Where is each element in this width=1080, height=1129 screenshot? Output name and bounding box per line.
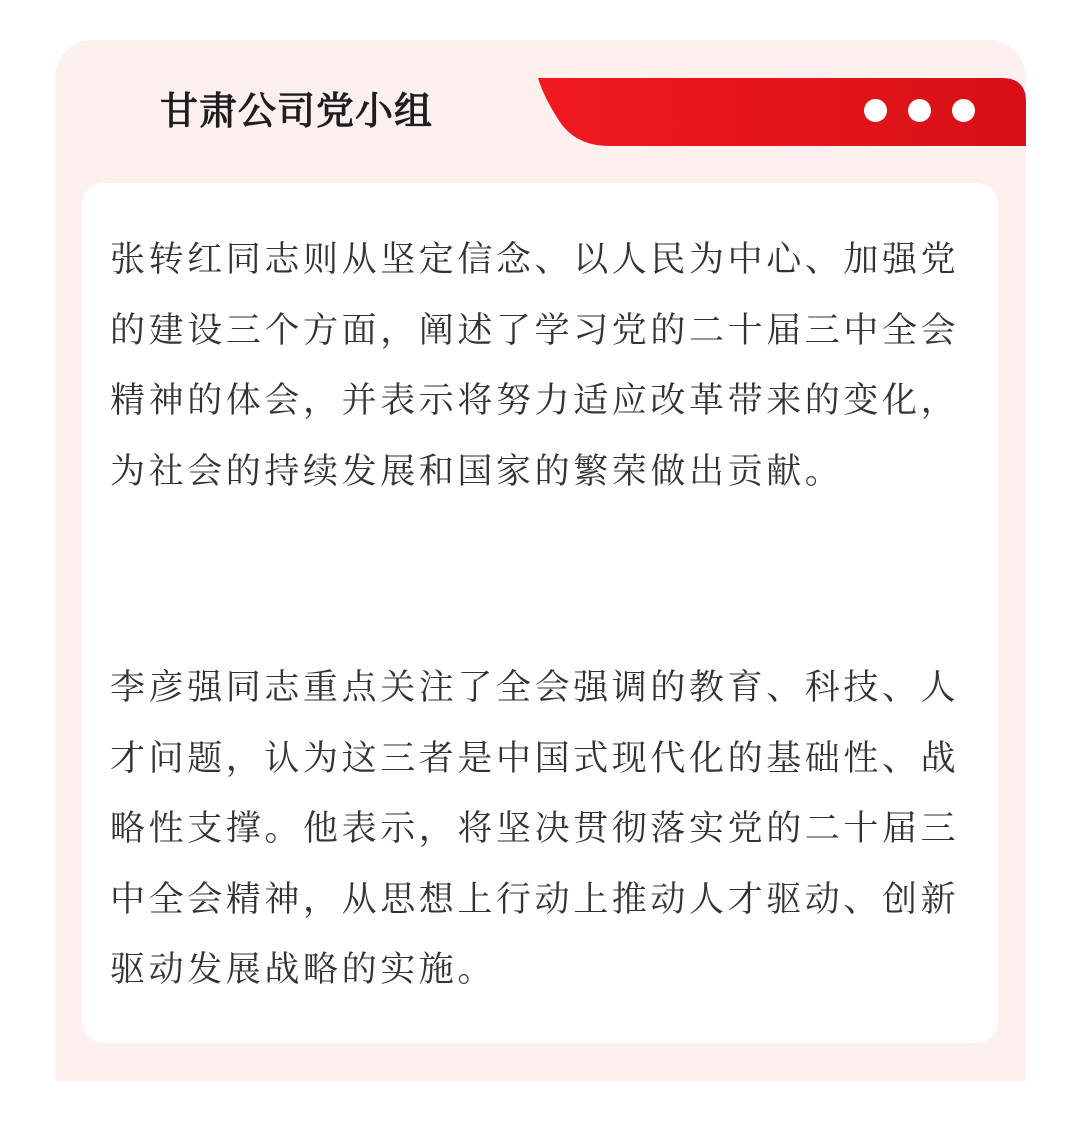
dot-icon xyxy=(864,99,887,122)
group-title: 甘肃公司党小组 xyxy=(160,89,434,133)
paragraph-zhang: 张转红同志则从坚定信念、以人民为中心、加强党的建设三个方面，阐述了学习党的二十届三中全会精神的体会，并表示将努力适应改革带来的变化，为社会的持续发展和国家的繁荣做出贡献。 xyxy=(110,240,960,492)
dot-icon xyxy=(908,99,931,122)
paragraph-li: 李彦强同志重点关注了全会强调的教育、科技、人才问题，认为这三者是中国式现代化的基础性、战略性支撑。他表示，将坚决贯彻落实党的二十届三中全会精神，从思想上行动上推动人才驱动、创新驱动发展战略的实施。 xyxy=(110,668,960,990)
three-dots-icon xyxy=(864,97,975,125)
dot-icon xyxy=(952,99,975,122)
